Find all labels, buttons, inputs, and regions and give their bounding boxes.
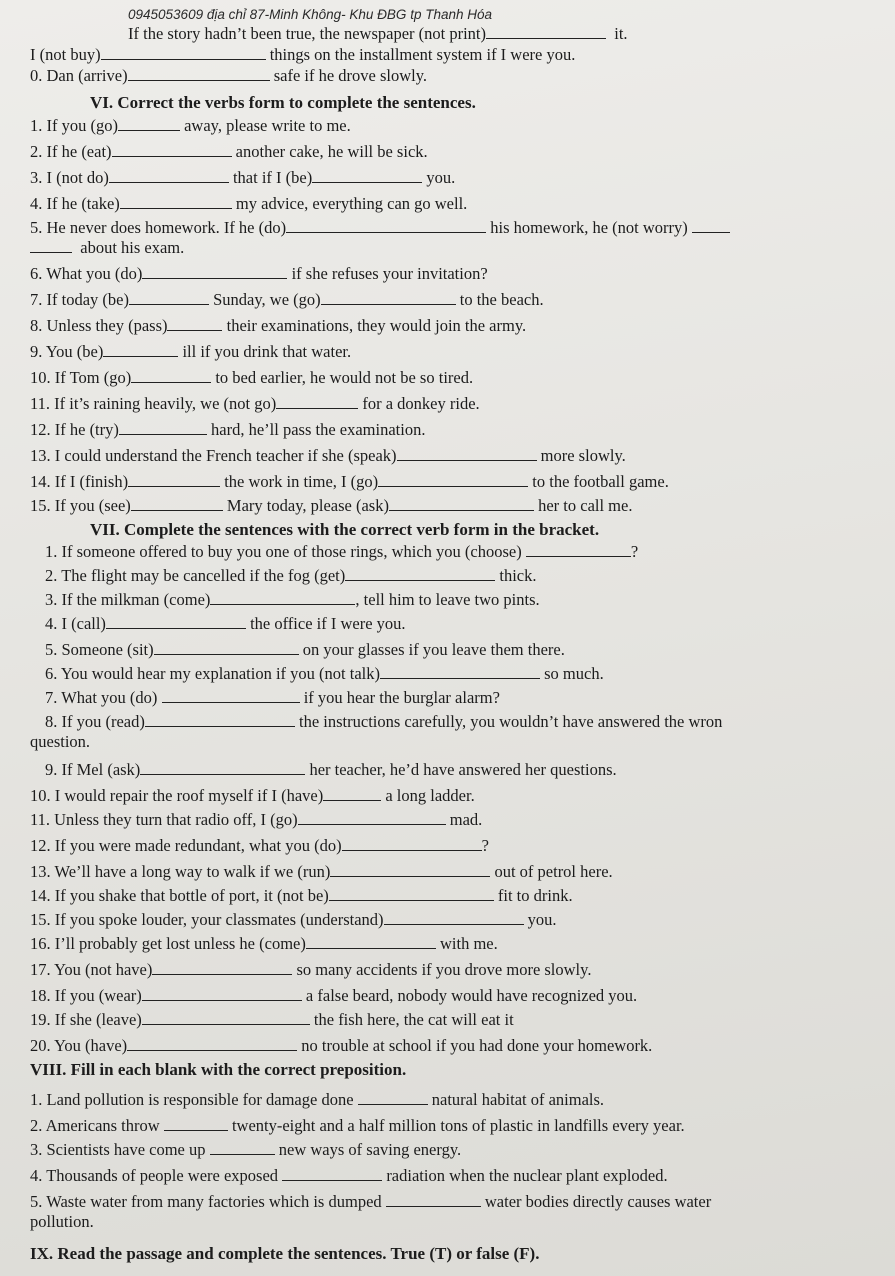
s8-question-3: 3. Scientists have come up new ways of saving energy. — [30, 1140, 462, 1159]
answer-blank[interactable] — [167, 316, 222, 331]
answer-blank[interactable] — [129, 290, 209, 305]
s6-question-5: 5. He never does homework. If he (do) his homework, he (not worry) — [30, 218, 730, 237]
s6-question-7: 7. If today (be) Sunday, we (go) to the beach. — [30, 290, 544, 309]
header-contact: 0945053609 địa chỉ 87-Minh Không- Khu ĐBG tp Thanh Hóa — [128, 7, 492, 22]
s7-question-2: 2. The flight may be cancelled if the fog (get) thick. — [45, 566, 537, 585]
s7-question-13: 13. We’ll have a long way to walk if we (run) out of petrol here. — [30, 862, 613, 881]
s7-question-19: 19. If she (leave) the fish here, the cat will eat it — [30, 1010, 514, 1029]
answer-blank[interactable] — [103, 342, 178, 357]
answer-blank[interactable] — [128, 472, 220, 487]
s7-question-11: 11. Unless they turn that radio off, I (go) mad. — [30, 810, 483, 829]
answer-blank[interactable] — [342, 836, 482, 851]
s7-question-8: 8. If you (read) the instructions carefully, you wouldn’t have answered the wron — [45, 712, 723, 731]
s7-question-9: 9. If Mel (ask) her teacher, he’d have answered her questions. — [45, 760, 617, 779]
answer-blank[interactable] — [127, 1036, 297, 1051]
s8-question-1: 1. Land pollution is responsible for damage done natural habitat of animals. — [30, 1090, 605, 1109]
s7-question-15: 15. If you spoke louder, your classmates (understand) you. — [30, 910, 557, 929]
answer-blank[interactable] — [128, 66, 270, 81]
answer-blank[interactable] — [397, 446, 537, 461]
s7-question-12: 12. If you were made redundant, what you (do) ? — [30, 836, 489, 855]
answer-blank[interactable] — [118, 116, 180, 131]
answer-blank[interactable] — [152, 960, 292, 975]
answer-blank[interactable] — [486, 24, 606, 39]
s7-question-6: 6. You would hear my explanation if you (not talk) so much. — [45, 664, 604, 683]
answer-blank[interactable] — [358, 1090, 428, 1105]
answer-blank[interactable] — [692, 218, 730, 233]
s7-question-7: 7. What you (do) if you hear the burglar alarm? — [45, 688, 500, 707]
section-6-title: VI. Correct the verbs form to complete the sentences. — [90, 93, 476, 112]
s6-question-13: 13. I could understand the French teacher if she (speak) more slowly. — [30, 446, 626, 465]
answer-blank[interactable] — [389, 496, 534, 511]
answer-blank[interactable] — [306, 934, 436, 949]
answer-blank[interactable] — [164, 1116, 228, 1131]
answer-blank[interactable] — [298, 810, 446, 825]
section-7-title: VII. Complete the sentences with the correct verb form in the bracket. — [90, 520, 600, 539]
s7-question-1: 1. If someone offered to buy you one of those rings, which you (choose) ? — [45, 542, 639, 561]
answer-blank[interactable] — [323, 786, 381, 801]
answer-blank[interactable] — [131, 368, 211, 383]
answer-blank[interactable] — [526, 542, 631, 557]
s7-question-8-cont: question. — [30, 732, 91, 751]
s6-question-14: 14. If I (finish) the work in time, I (go) to the football game. — [30, 472, 669, 491]
answer-blank[interactable] — [345, 566, 495, 581]
s7-question-18: 18. If you (wear) a false beard, nobody would have recognized you. — [30, 986, 638, 1005]
s6-question-2: 2. If he (eat) another cake, he will be sick. — [30, 142, 428, 161]
s7-question-16: 16. I’ll probably get lost unless he (come) with me. — [30, 934, 498, 953]
answer-blank[interactable] — [286, 218, 486, 233]
answer-blank[interactable] — [106, 614, 246, 629]
answer-blank[interactable] — [30, 238, 72, 253]
answer-blank[interactable] — [210, 590, 355, 605]
s6-question-12: 12. If he (try) hard, he’ll pass the examination. — [30, 420, 426, 439]
top-line-3: 0. Dan (arrive) safe if he drove slowly. — [30, 66, 428, 85]
s7-question-14: 14. If you shake that bottle of port, it (not be) fit to drink. — [30, 886, 573, 905]
top-line-2: I (not buy) things on the installment system if I were you. — [30, 45, 576, 64]
answer-blank[interactable] — [119, 420, 207, 435]
s7-question-4: 4. I (call) the office if I were you. — [45, 614, 406, 633]
s7-question-3: 3. If the milkman (come) , tell him to leave two pints. — [45, 590, 540, 609]
s6-question-1: 1. If you (go) away, please write to me. — [30, 116, 351, 135]
answer-blank[interactable] — [109, 168, 229, 183]
s6-question-4: 4. If he (take) my advice, everything can go well. — [30, 194, 468, 213]
top-line-1: If the story hadn’t been true, the newspaper (not print) it. — [128, 24, 628, 43]
answer-blank[interactable] — [380, 664, 540, 679]
s7-question-10: 10. I would repair the roof myself if I (have) a long ladder. — [30, 786, 475, 805]
s6-question-6: 6. What you (do) if she refuses your invitation? — [30, 264, 488, 283]
s6-question-9: 9. You (be) ill if you drink that water. — [30, 342, 352, 361]
s6-question-15: 15. If you (see) Mary today, please (ask) her to call me. — [30, 496, 633, 515]
s8-question-4: 4. Thousands of people were exposed radiation when the nuclear plant exploded. — [30, 1166, 668, 1185]
answer-blank[interactable] — [330, 862, 490, 877]
answer-blank[interactable] — [142, 986, 302, 1001]
answer-blank[interactable] — [384, 910, 524, 925]
answer-blank[interactable] — [282, 1166, 382, 1181]
answer-blank[interactable] — [329, 886, 494, 901]
s6-question-5-cont: about his exam. — [30, 238, 184, 257]
answer-blank[interactable] — [145, 712, 295, 727]
s8-question-2: 2. Americans throw twenty-eight and a half million tons of plastic in landfills every year. — [30, 1116, 685, 1135]
answer-blank[interactable] — [312, 168, 422, 183]
answer-blank[interactable] — [210, 1140, 275, 1155]
answer-blank[interactable] — [131, 496, 223, 511]
answer-blank[interactable] — [101, 45, 266, 60]
s8-question-5: 5. Waste water from many factories which is dumped water bodies directly causes water — [30, 1192, 712, 1211]
answer-blank[interactable] — [321, 290, 456, 305]
s6-question-3: 3. I (not do) that if I (be) you. — [30, 168, 456, 187]
section-8-title: VIII. Fill in each blank with the correct preposition. — [30, 1060, 407, 1079]
s6-question-10: 10. If Tom (go) to bed earlier, he would not be so tired. — [30, 368, 474, 387]
answer-blank[interactable] — [162, 688, 300, 703]
s7-question-20: 20. You (have) no trouble at school if you had done your homework. — [30, 1036, 653, 1055]
answer-blank[interactable] — [378, 472, 528, 487]
s6-question-8: 8. Unless they (pass) their examinations, they would join the army. — [30, 316, 527, 335]
answer-blank[interactable] — [112, 142, 232, 157]
s8-question-5-cont: pollution. — [30, 1212, 94, 1231]
s7-question-5: 5. Someone (sit) on your glasses if you leave them there. — [45, 640, 565, 659]
answer-blank[interactable] — [276, 394, 358, 409]
answer-blank[interactable] — [140, 760, 305, 775]
answer-blank[interactable] — [142, 264, 287, 279]
answer-blank[interactable] — [154, 640, 299, 655]
answer-blank[interactable] — [142, 1010, 310, 1025]
answer-blank[interactable] — [386, 1192, 481, 1207]
s7-question-17: 17. You (not have) so many accidents if you drove more slowly. — [30, 960, 592, 979]
section-9-title: IX. Read the passage and complete the sentences. True (T) or false (F). — [30, 1244, 540, 1263]
answer-blank[interactable] — [120, 194, 232, 209]
s6-question-11: 11. If it’s raining heavily, we (not go) for a donkey ride. — [30, 394, 480, 413]
